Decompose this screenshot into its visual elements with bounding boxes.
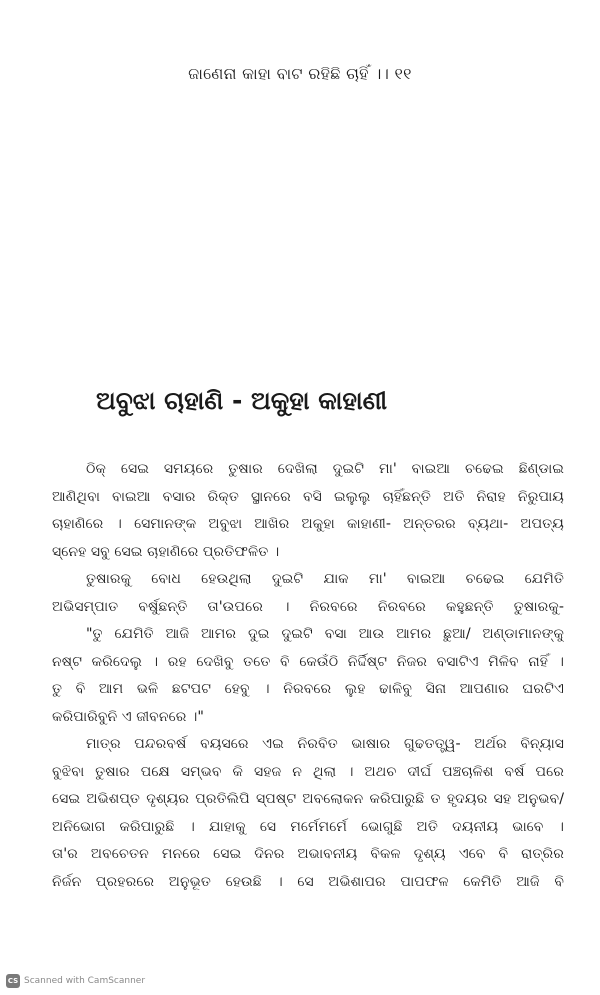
scanner-text: Scanned with CamScanner bbox=[24, 976, 146, 986]
text-line: ଠିକ୍ ସେଇ ସମୟରେ ତୁଷାର ଦେଖିଲା ଦୁଇଟି ମା' ବାଇଆ ଚଢେଇ ଛିଣ୍ଡାଇ bbox=[86, 461, 564, 477]
text-line: ତୁଷାରକୁ ବୋଧ ହେଉଥିଲା ଦୁଇଟି ଯାକ ମା' ବାଇଆ ଚଢେଇ ଯେମିତି bbox=[86, 571, 564, 587]
text-line: ଆଣିଥିବା ବାଇଆ ବସାର ରିକ୍ତ ସ୍ଥାନରେ ବସି ଇଲୁଲୁ ଚାହିଁଛନ୍ତି ଅତି ନିରାହ ନିରୁପାୟ bbox=[52, 488, 564, 505]
text-line: ଅନିଭୋଗ କରିପାରୁଛି । ଯାହାକୁ ସେ ମର୍ମେମର୍ମେ ଭୋଗୁଛି ଅତି ଦୟନୀୟ ଭାବେ । bbox=[52, 818, 564, 835]
running-header: ଜାଣେନା କାହା ବାଟ ରହିଛି ଚାହିଁ ।। ୧୧ bbox=[188, 64, 412, 83]
text-line: ସେଇ ଅଭିଶପ୍ତ ଦୃଶ୍ୟର ପ୍ରତିଲିପି ସ୍ପଷ୍ଟ ଅବଲୋକନ କରିପାରୁଛି ତ ହୃଦୟର ସହ ଅନୁଭବ/ bbox=[52, 791, 564, 807]
scanner-watermark bbox=[6, 974, 145, 988]
text-line: ନିର୍ଜନ ପ୍ରହରରେ ଅନୁଭୂତ ହେଉଛି । ସେ ଅଭିଶାପର ପାପଫଳ କେମିତି ଆଜି ବି bbox=[52, 873, 564, 890]
text-line: "ତୁ ଯେମିତି ଆଜି ଆମର ଦୁଇ ଦୁଇଟି ବସା ଆଉ ଆମର ଛୁଆ/ ଅଣ୍ଡାମାନଙ୍କୁ bbox=[86, 626, 564, 642]
text-line: ତା'ର ଅବଚେତନ ମନରେ ସେଇ ଦିନର ଅଭାବନୀୟ ବିକଳ ଦୃଶ୍ୟ ଏବେ ବି ରାତ୍ରିର bbox=[52, 846, 564, 862]
chapter-title: ଅବୁଝା ଚାହାଣି - ଅକୁହା କାହାଣୀ bbox=[96, 386, 388, 415]
body-text bbox=[52, 456, 564, 896]
text-line: କରିପାରିବୁନି ଏ ଜୀବନରେ ।" bbox=[52, 708, 204, 725]
text-line: ବୁଝିବା ତୁଷାର ପକ୍ଷେ ସମ୍ଭବ କି ସହଜ ନ ଥିଲା । ଅଥଚ ଦୀର୍ଘ ପଞ୍ଚଚାଳିଶ ବର୍ଷ ପରେ bbox=[52, 763, 564, 780]
text-line: ନଷ୍ଟ କରିଦେଲୁ । ରହ ଦେଖିବୁ ତତେ ବି କେଉଁଠି ନିର୍ଦ୍ଦିଷ୍ଟ ନିଜର ବସାଟିଏ ମିଳିବ ନାହିଁ । bbox=[52, 653, 564, 670]
text-line: ତୁ ବି ଆମ ଭଳି ଛଟପଟ ହେବୁ । ନିରବରେ ଲୁହ ଢାଳିବୁ ସିନା ଆପଣାର ଘରଟିଏ bbox=[52, 681, 564, 697]
text-line: ସ୍ନେହ ସବୁ ସେଇ ଚାହାଣିରେ ପ୍ରତିଫଳିତ । bbox=[52, 543, 280, 560]
text-line: ମାତ୍ର ପନ୍ଦରବର୍ଷ ବୟସରେ ଏଇ ନିରବିତ ଭାଷାର ଗୁଢତତ୍ତ୍ୱ- ଅର୍ଥର ବିନ୍ୟାସ bbox=[86, 736, 564, 752]
camscanner-logo-icon: CS bbox=[6, 974, 20, 988]
text-line: ଚାହାଣିରେ । ସେମାନଙ୍କ ଅବୁଝା ଆଖିର ଅକୁହା କାହାଣୀ- ଅନ୍ତରର ବ୍ୟଥା- ଅପତ୍ୟ bbox=[52, 516, 564, 532]
text-line: ଅଭିସମ୍ପାତ ବର୍ଷୁଛନ୍ତି ତା'ଉପରେ । ନିରବରେ ନିରବରେ କହୁଛନ୍ତି ତୁଷାରକୁ- bbox=[52, 598, 564, 615]
